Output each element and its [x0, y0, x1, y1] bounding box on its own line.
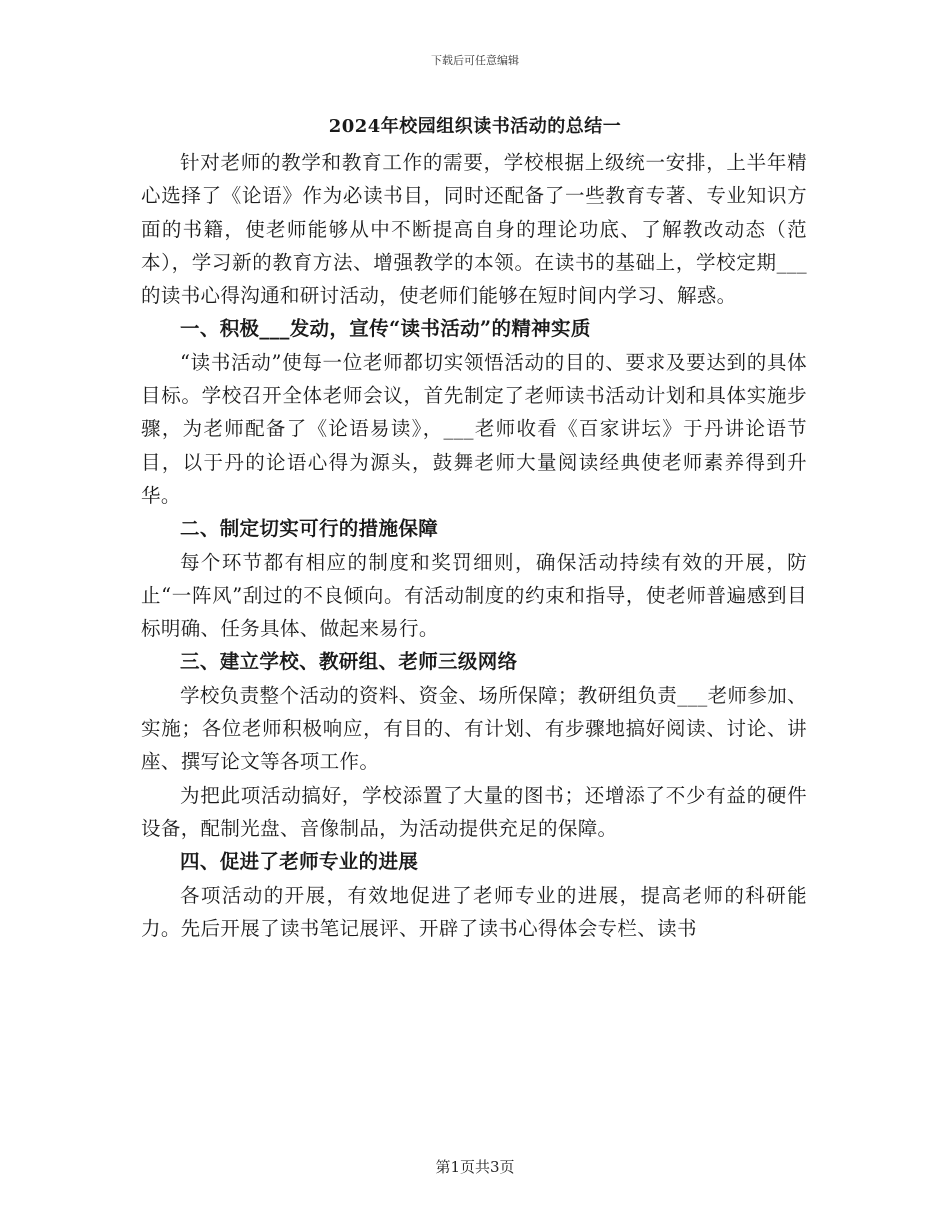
header-note: 下载后可任意编辑 [431, 54, 519, 67]
paragraph-intro: 针对老师的教学和教育工作的需要，学校根据上级统一安排，上半年精心选择了《论语》作为必读书目，同时还配备了一些教育专著、专业知识方面的书籍，使老师能够从中不断提高自身的理论功底、了解教改动态（范本），学习新的教育方法、增强教学的本领。在读书的基础上，学校定期___的读书心得沟通和研讨活动，使老师们能够在短时间内学习、解惑。 [141, 151, 807, 308]
paragraph-section-1: “读书活动”使每一位老师都切实领悟活动的目的、要求及要达到的具体目标。学校召开全体老师会议，首先制定了老师读书活动计划和具体实施步骤，为老师配备了《论语易读》，___老师收看《百家讲坛》于丹讲论语节目，以于丹的论语心得为源头，鼓舞老师大量阅读经典使老师素养得到升华。 [141, 350, 807, 507]
paragraph-section-2: 每个环节都有相应的制度和奖罚细则，确保活动持续有效的开展，防止“一阵风”刮过的不良倾向。有活动制度的约束和指导，使老师普遍感到目标明确、任务具体、做起来易行。 [141, 550, 807, 641]
paragraph-section-3a: 学校负责整个活动的资料、资金、场所保障；教研组负责___老师参加、实施；各位老师积极响应，有目的、有计划、有步骤地搞好阅读、讨论、讲座、撰写论文等各项工作。 [141, 683, 807, 774]
section-heading-4: 四、促进了老师专业的进展 [180, 850, 419, 874]
document-title: 2024年校园组织读书活动的总结一 [328, 116, 622, 137]
section-heading-1: 一、积极___发动，宣传“读书活动”的精神实质 [180, 317, 591, 341]
section-heading-3: 三、建立学校、教研组、老师三级网络 [180, 650, 518, 674]
section-heading-2: 二、制定切实可行的措施保障 [180, 517, 439, 541]
paragraph-section-4: 各项活动的开展，有效地促进了老师专业的进展，提高老师的科研能力。先后开展了读书笔记展评、开辟了读书心得体会专栏、读书 [141, 883, 807, 940]
document-body [141, 146, 807, 945]
page-number: 第1页共3页 [435, 1158, 515, 1176]
paragraph-section-3b: 为把此项活动搞好，学校添置了大量的图书；还增添了不少有益的硬件设备，配制光盘、音像制品，为活动提供充足的保障。 [141, 783, 807, 840]
